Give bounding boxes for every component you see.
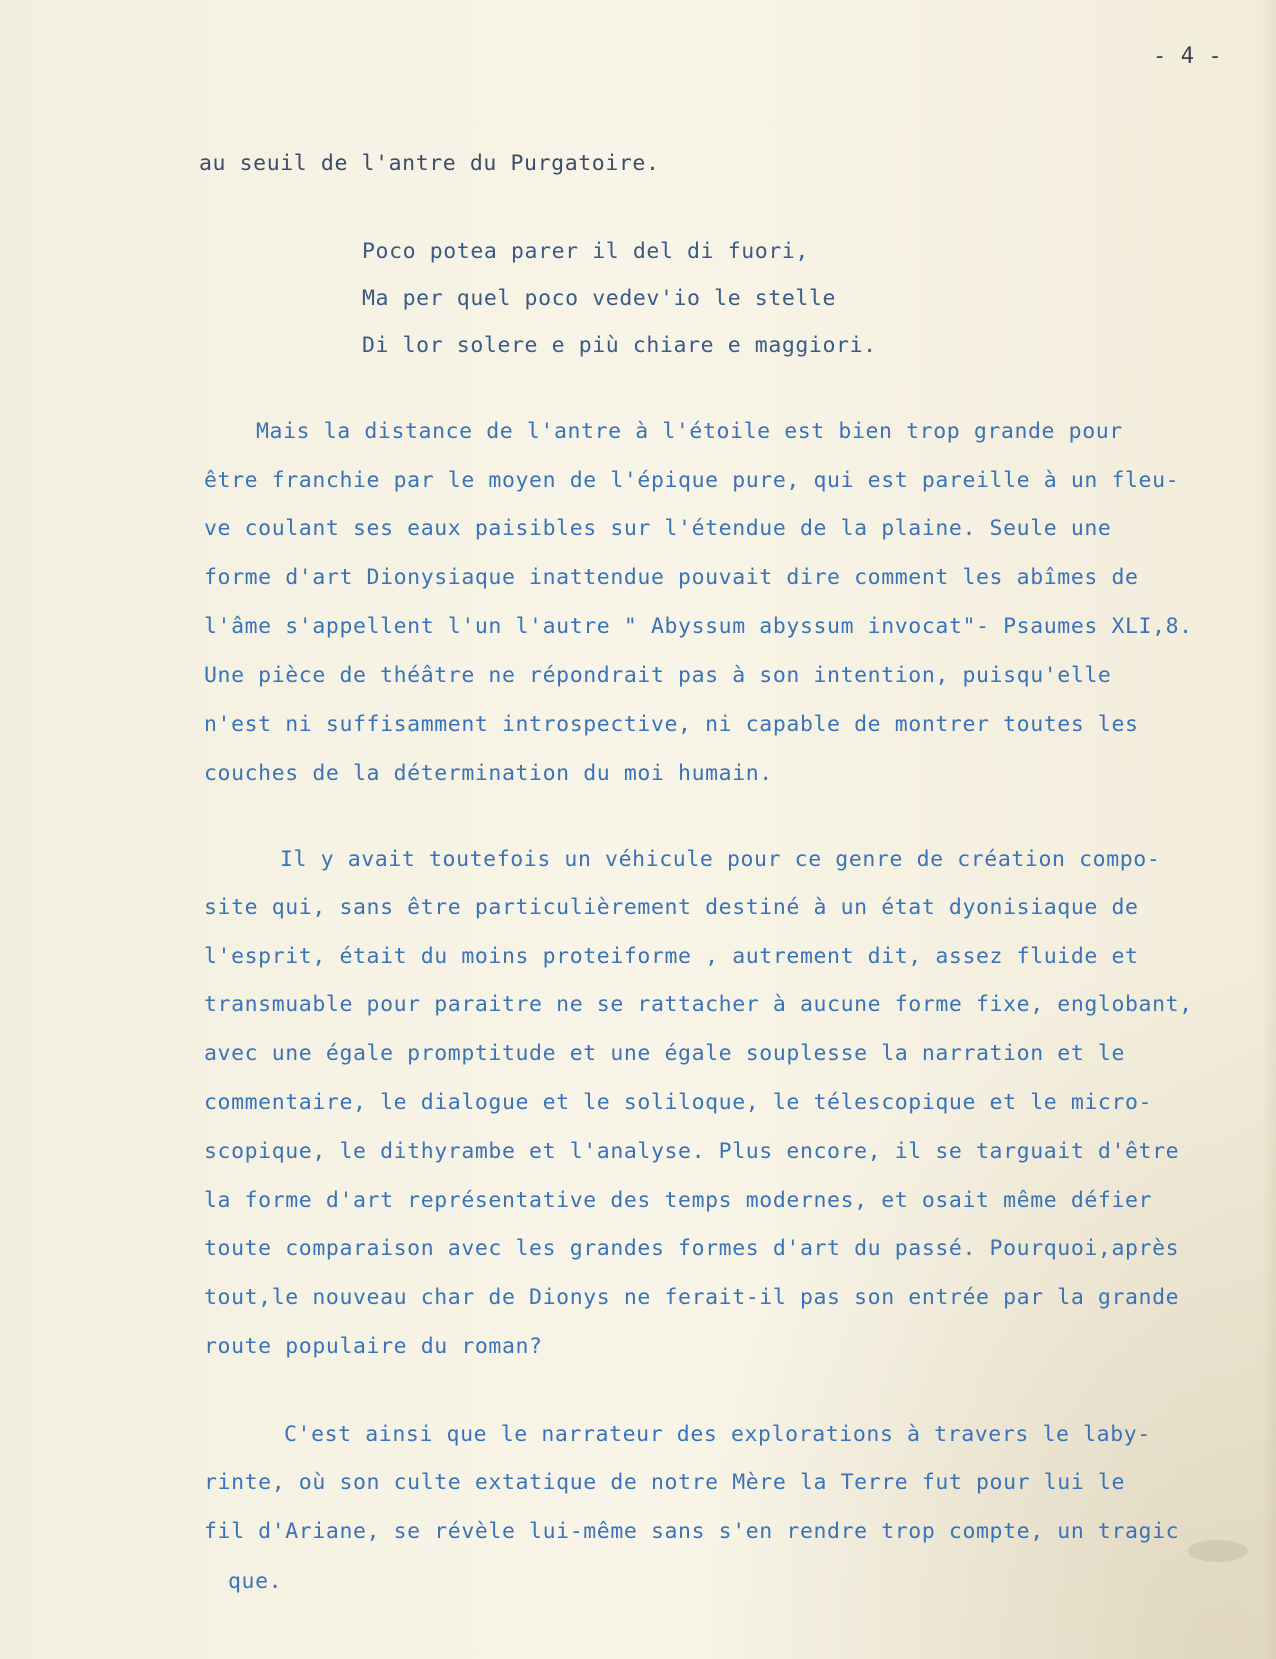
paragraph-2-line: l'esprit, était du moins proteiforme , autrement dit, assez fluide et [204,944,1139,969]
paragraph-2-line: commentaire, le dialogue et le soliloque, le télescopique et le micro- [204,1090,1153,1115]
paragraph-1-line: forme d'art Dionysiaque inattendue pouvait dire comment les abîmes de [204,565,1139,590]
paragraph-1-line: l'âme s'appellent l'un l'autre " Abyssum abyssum invocat"- Psaumes XLI,8. [204,614,1193,639]
paragraph-3-line: rinte, où son culte extatique de notre Mère la Terre fut pour lui le [204,1470,1125,1495]
paragraph-2-line: route populaire du roman? [204,1334,543,1359]
paragraph-3-line: que. [228,1569,283,1594]
verse-line: Ma per quel poco vedev'io le stelle [362,286,837,311]
paragraph-1-line: ve coulant ses eaux paisibles sur l'étendue de la plaine. Seule une [204,516,1112,541]
paragraph-2-line: Il y avait toutefois un véhicule pour ce genre de création compo- [280,847,1161,872]
paragraph-2-line: scopique, le dithyrambe et l'analyse. Plus encore, il se targuait d'être [204,1139,1180,1164]
paragraph-3-line: fil d'Ariane, se révèle lui-même sans s'en rendre trop compte, un tragic [204,1519,1180,1544]
page-edge-shadow [1262,0,1276,1659]
verse-line: Poco potea parer il del di fuori, [362,239,809,264]
paragraph-2-line: site qui, sans être particulièrement destiné à un état dyonisiaque de [204,895,1139,920]
paragraph-1-line: Mais la distance de l'antre à l'étoile est bien trop grande pour [256,419,1123,444]
ink-smudge [1188,1540,1248,1562]
paragraph-2-line: toute comparaison avec les grandes formes d'art du passé. Pourquoi,après [204,1236,1180,1261]
paragraph-2-line: la forme d'art représentative des temps modernes, et osait même défier [204,1188,1153,1213]
paragraph-2-line: transmuable pour paraitre ne se rattacher à aucune forme fixe, englobant, [204,992,1193,1017]
paragraph-1-line: être franchie par le moyen de l'épique pure, qui est pareille à un fleu- [204,468,1180,493]
paragraph-2-line: tout,le nouveau char de Dionys ne ferait-il pas son entrée par la grande [204,1285,1180,1310]
header-line: au seuil de l'antre du Purgatoire. [199,151,660,176]
page-number: - 4 - [1153,44,1223,69]
verse-line: Di lor solere e più chiare e maggiori. [362,333,877,358]
paragraph-1-line: Une pièce de théâtre ne répondrait pas à son intention, puisqu'elle [204,663,1112,688]
paragraph-1-line: couches de la détermination du moi humain. [204,761,773,786]
paragraph-3-line: C'est ainsi que le narrateur des explorations à travers le laby- [284,1422,1151,1447]
paragraph-1-line: n'est ni suffisamment introspective, ni capable de montrer toutes les [204,712,1139,737]
paragraph-2-line: avec une égale promptitude et une égale souplesse la narration et le [204,1041,1125,1066]
